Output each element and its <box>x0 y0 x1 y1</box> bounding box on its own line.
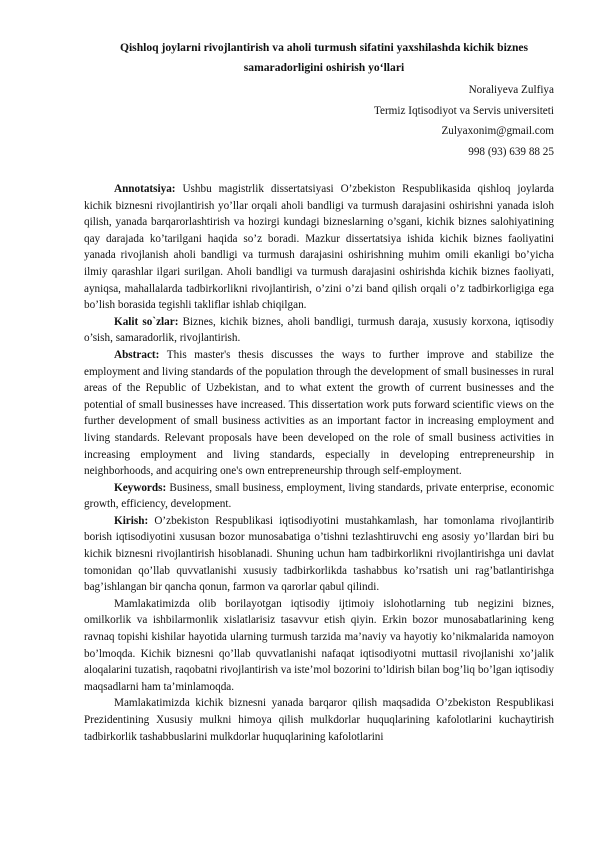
abstract-paragraph <box>84 347 554 480</box>
author-name: Noraliyeva Zulfiya <box>468 84 554 96</box>
paper-title: Qishloq joylarni rivojlantirish va aholi turmush sifatini yaxshilashda kichik biznes samaradorligini oshirish yo‘llari <box>119 41 529 74</box>
keywords-uz-text: Biznes, kichik biznes, aholi bandligi, turmush daraja, xususiy korxona, iqtisodiy o’sish, samaradorlik, rivojlantirish. <box>84 315 554 345</box>
keywords-en-label: Keywords: <box>114 481 167 494</box>
spacer <box>84 162 554 181</box>
author-email: Zulyaxonim@gmail.com <box>441 125 554 137</box>
annotation-label: Annotatsiya: <box>114 183 176 195</box>
keywords-en-text: Business, small business, employment, living standards, private enterprise, economic growth, efficiency, development. <box>84 481 554 511</box>
author-affiliation: Termiz Iqtisodiyot va Servis universiteti <box>373 104 554 117</box>
author-block <box>84 80 554 162</box>
annotation-text: Ushbu magistrlik dissertatsiyasi O’zbekiston Respublikasida qishloq joylarda kichik biznesni rivojlantirish yo’llar orqali aholi bandligi va turmush darajasini oshirishni yanada isloh qilish, yanada barqarorlashtirish va hozirgi kundagi bizneslarning o’sgani, kichik biznes salohiyatining qay darajada ko’tarilgani haqida so’z boradi. Mazkur dissertatsiya ishida kichik biznes faoliyatini yanada rivojlanish aholi bandligi va turmush darajasini oshirishning muhim omili ekanligi bo’yicha ilmiy qarashlar ilgari surilgan. Aholi bandligi va turmush darajasini oshirishda kichik biznes faoliyati, ayniqsa, mahallalarda tadbirkorlikni rivojlantirish, o’zini o’zi band qilish orqali o’z tadbirkorligiga ega bo’lish borasida tegishli takliflar ishlab chiqilgan. <box>84 183 554 312</box>
keywords-en-paragraph <box>84 480 554 513</box>
body-paragraph: Mamlakatimizda olib borilayotgan iqtisodiy ijtimoiy islohotlarning tub negizini biznes, omilkorlik va ishbilarmonlik xislatlarisiz tasavvur etish qiyin. Erkin bozor munosabatlarining keng ravnaq topishi kishilar hayotida ularning turmush tarzida ma’naviy va hayotiy ko’nikmalarida namoyon bo’lmoqda. Kichik biznesni qo’llab quvvatlanishi nafaqat iqtisodiyotni muttasil rivojlanishi xo’jalik aloqalarini tuzatish, raqobatni rivojlantirish va iste’mol bozorini to’ldirish bilan bog’liq bo’lgan iqtisodiy maqsadlarni ham ta’minlamoqda. <box>84 597 554 693</box>
abstract-label: Abstract: <box>114 348 160 361</box>
intro-paragraph <box>84 513 554 596</box>
annotation-paragraph <box>84 181 554 314</box>
intro-label: Kirish: <box>114 514 149 527</box>
abstract-text: This master's thesis discusses the ways to further improve and stabilize the employment and living standards of the population through the development of small businesses in rural areas of the Republic of Uzbekistan, and to what extent the growth of current businesses and the potential of small businesses have increased. This dissertation work puts forward scientific views on the further development of small business activities as an important factor in increasing employment and living standards. Relevant proposals have been developed on the role of small business activities in increasing employment and living standards, especially in developing entrepreneurship in neighborhoods, and acquiring one's own entrepreneurship through self-employment. <box>84 348 554 478</box>
body-paragraph: Mamlakatimizda kichik biznesni yanada barqaror qilish maqsadida O’zbekiston Respublikasi Prezidentining Xususiy mulkni himoya qilish mulkdorlar huquqlarining kafolotlarini kuchaytirish tadbirkorlik tashabbuslarini mulkdorlar huquqlarining kafolotlarini <box>84 697 554 743</box>
keywords-uz-paragraph <box>84 314 554 347</box>
keywords-uz-label: Kalit so`zlar: <box>114 315 179 328</box>
author-phone: 998 (93) 639 88 25 <box>468 145 554 158</box>
intro-text: O’zbekiston Respublikasi iqtisodiyotini mustahkamlash, har tomonlama rivojlantirib borish iqtisodiyotini xususan bozor munosabatiga o’tishni tezlashtiruvchi eng asosiy yo’llardan biri bu kichik biznesni rivojlantirish hisoblanadi. Shuning uchun ham tadbirkorlikni rivojlantirishga uni davlat tomonidan qo’llab quvvatlanishi xususiy tadbirkorlikda tashabbus ko’rsatish uni rag’batlantirishga bag’ishlangan bir qancha qonun, farmon va qarorlar qabul qilindi. <box>84 514 554 594</box>
